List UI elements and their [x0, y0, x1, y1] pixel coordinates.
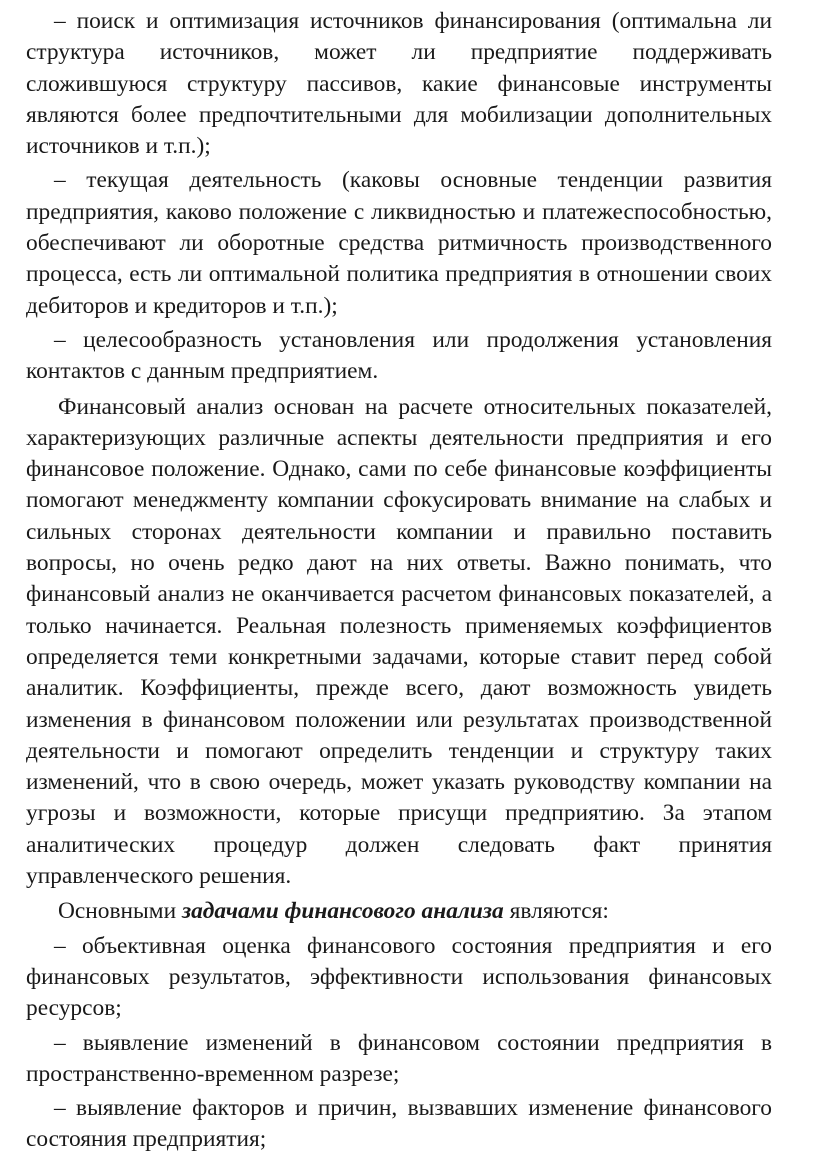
- document-page: [26, 6, 772, 1159]
- bullet-changes-identification: – выявление изменений в финансовом состоянии предприятия в пространственно-временном разрезе;: [26, 1029, 772, 1087]
- tasks-intro-line: [26, 896, 772, 927]
- bullet-sources-optimization: – поиск и оптимизация источников финансирования (оптимальна ли структура источников, может ли предприятие поддерживать сложившуюся структуру пассивов, какие финансовые инструменты являются более предпочтительными для мобилизации дополнительных источников и т.п.);: [26, 8, 772, 160]
- bullet-contacts-expediency: – целесообразность установления или продолжения установления контактов с данным предприятием.: [26, 326, 772, 385]
- bullet-objective-assessment: – объективная оценка финансового состояния предприятия и его финансовых результатов, эффективности использования финансовых ресурсов;: [26, 932, 772, 1022]
- financial-analysis-paragraph: Финансовый анализ основан на расчете относительных показателей, характеризующих различные аспекты деятельности предприятия и его финансовое положение. Однако, сами по себе финансовые коэффициенты помогают менеджменту компании сфокусировать внимание на слабых и сильных сторонах деятельности компании и правильно поставить вопросы, но очень редко дают на них ответы. Важно понимать, что финансовый анализ не оканчивается расчетом финансовых показателей, а только начинается. Реальная полезность применяемых коэффициентов определяется теми конкретными задачами, которые ставит перед собой аналитик. Коэффициенты, прежде всего, дают возможность увидеть изменения в финансовом положении или результатах производственной деятельности и помогают определить тенденции и структуру таких изменений, что в свою очередь, может указать руководству компании на угрозы и возможности, которые присущи предприятию. За этапом аналитических процедур должен следовать факт принятия управленческого решения.: [26, 393, 772, 890]
- tasks-intro-after: являются:: [503, 898, 609, 925]
- tasks-intro-emphasis: задачами финансового анализа: [181, 898, 504, 925]
- bullet-current-activity: – текущая деятельность (каковы основные тенденции развития предприятия, каково положение с ликвидностью и платежеспособностью, обеспечивают ли оборотные средства ритмичность производственного процесса, есть ли оптимальной политика предприятия в отношении своих дебиторов и кредиторов и т.п.);: [26, 167, 772, 319]
- tasks-intro-before: Основными: [58, 898, 182, 925]
- bullet-factors-identification: – выявление факторов и причин, вызвавших изменение финансового состояния предприятия;: [26, 1095, 772, 1153]
